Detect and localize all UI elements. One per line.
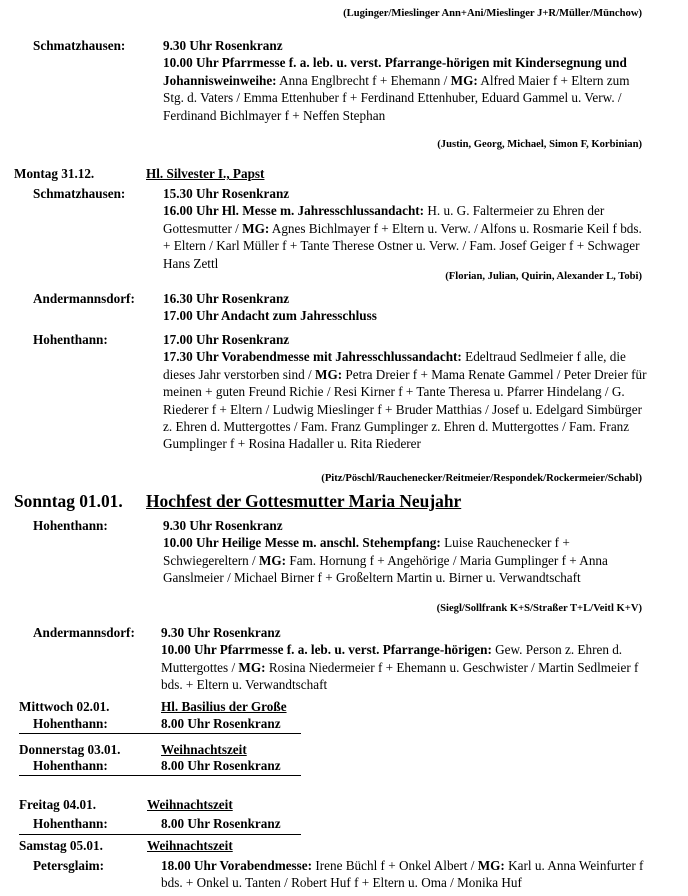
intentions-text: Rosina Niedermeier f + Ehemann u. Geschwister / Martin Sedlmeier f bds. + Eltern u. Verwandtschaft [161, 659, 639, 693]
service-line [163, 290, 651, 307]
service-title: 8.00 Uhr Rosenkranz [161, 758, 281, 773]
service-line [161, 641, 653, 693]
service-line [161, 857, 653, 892]
divider [19, 775, 301, 776]
service-line [163, 54, 651, 124]
intentions-text: Fam. Hornung f + Angehörige / Maria Gumplinger f + Anna Ganslmeier / Michael Birner f + Großeltern Martin u. Birner u. Verwandtschaft [163, 552, 608, 586]
service-entries [161, 815, 649, 832]
day-date: Samstag 05.01. [19, 838, 103, 853]
service-entries [163, 517, 651, 587]
service-line [161, 815, 649, 832]
service-title: 10.00 Uhr Pfarrmesse f. a. leb. u. verst. Pfarrange-hörigen mit Kindersegnung und Johannisweinweihe: [163, 55, 627, 88]
feast-name: Hochfest der Gottesmutter Maria Neujahr [146, 491, 462, 511]
service-title: 10.00 Uhr Pfarrmesse f. a. leb. u. verst. Pfarrange-hörigen: [161, 642, 492, 658]
intentions-text: Anna Englbrecht f + Ehemann / [276, 72, 451, 88]
service-line [161, 624, 653, 641]
intentions-text: H. u. G. Faltermeier zu Ehren der Gottesmutter / [163, 203, 605, 236]
service-entries [163, 290, 651, 325]
service-title: 9.30 Uhr Rosenkranz [163, 38, 283, 53]
place-label: Hohenthann: [33, 816, 108, 831]
intentions-text: Agnes Bichlmayer f + Eltern u. Verw. / Alfons u. Rosmarie Keil f bds. + Eltern / Karl Müller f + Tante Therese Ostner u. Verw. / Fam. Josef Geiger f + Schwager Hans Zettl [163, 220, 642, 271]
service-line [161, 757, 649, 774]
service-entries [163, 37, 651, 124]
place-label: Andermannsdorf: [33, 291, 135, 306]
service-title: 18.00 Uhr Vorabendmesse: [161, 858, 313, 873]
service-title: 8.00 Uhr Rosenkranz [161, 816, 281, 831]
service-entries [161, 757, 649, 774]
place-label: Hohenthann: [33, 758, 108, 773]
place-label: Hohenthann: [33, 332, 108, 347]
mg-label: MG: [450, 72, 478, 88]
day-date: Montag 31.12. [14, 166, 95, 181]
service-title: 17.00 Uhr Rosenkranz [163, 332, 290, 347]
day-date: Donnerstag 03.01. [19, 742, 121, 757]
day-heading [14, 165, 264, 182]
intentions-text: Luise Rauchenecker f + Schwiegereltern / [163, 535, 570, 568]
feast-name: Hl. Basilius der Große [161, 699, 287, 714]
mg-label: MG: [242, 220, 270, 236]
intentions-text: Gew. Person z. Ehren d. Muttergottes / [161, 642, 623, 675]
intentions-text: Irene Büchl f + Onkel Albert / [312, 858, 478, 873]
service-entries [163, 331, 651, 453]
mg-label: MG: [477, 858, 505, 873]
service-title: 17.00 Uhr Andacht zum Jahresschluss [163, 308, 377, 324]
service-line [163, 517, 651, 534]
intentions-text: Alfred Maier f + Eltern zum Stg. d. Vaters / Emma Ettenhuber f + Ferdinand Ettenhuber, Eduard Gammel u. Verw. / Ferdinand Bichlmayer f + Neffen Stephan [163, 72, 630, 123]
service-title: 9.30 Uhr Rosenkranz [163, 518, 283, 533]
service-title: 16.00 Uhr Hl. Messe m. Jahresschlussandacht: [163, 203, 425, 219]
service-line [163, 307, 651, 324]
day-date: Freitag 04.01. [19, 797, 97, 812]
service-line [163, 348, 651, 452]
service-title: 8.00 Uhr Rosenkranz [161, 716, 281, 731]
altar-servers-line: (Florian, Julian, Quirin, Alexander L, Tobi) [445, 271, 642, 282]
mg-label: MG: [258, 552, 287, 568]
feast-name: Weihnachtszeit [161, 742, 247, 757]
altar-servers-line: (Luginger/Mieslinger Ann+Ani/Mieslinger J+R/Müller/Münchow) [343, 8, 642, 19]
day-date: Mittwoch 02.01. [19, 699, 110, 714]
service-entries [163, 185, 651, 272]
divider [19, 733, 301, 734]
service-line [163, 331, 651, 348]
mg-label: MG: [238, 659, 266, 675]
service-title: 10.00 Uhr Heilige Messe m. anschl. Stehempfang: [163, 535, 441, 551]
place-label: Petersglaim: [33, 858, 105, 873]
intentions-text: Karl u. Anna Weinfurter f bds. + Onkel u. Tanten / Robert Huf f + Eltern u. Oma / Monika Huf [161, 858, 644, 891]
service-entries [161, 857, 653, 892]
feast-name: Weihnachtszeit [147, 838, 233, 853]
feast-name: Weihnachtszeit [147, 797, 233, 812]
service-line [163, 534, 651, 586]
altar-servers-line: (Pitz/Pöschl/Rauchenecker/Reitmeier/Respondek/Rockermeier/Schabl) [321, 473, 642, 484]
place-label: Hohenthann: [33, 518, 108, 533]
day-heading [14, 493, 461, 510]
day-heading [19, 741, 247, 758]
service-title: 9.30 Uhr Rosenkranz [161, 625, 281, 640]
intentions-text: Petra Dreier f + Mama Renate Gammel / Peter Dreier für meinen + guten Freund Richie / Resi Kirner f + Tante Theresa u. Pfarrer Hindelang / G. Riederer f + Eltern / Ludwig Mieslinger f + Bruder Matthias / Josef u. Edelgard Simbürger z. Ehren d. Muttergottes / Fam. Franz Gumplinger z. Ehren d. Muttergottes / Fam. Franz Gumplinger f + Rosina Hadaller u. Rita Riederer [163, 366, 647, 452]
altar-servers-line: (Justin, Georg, Michael, Simon F, Korbinian) [437, 139, 642, 150]
feast-name: Hl. Silvester I., Papst [146, 166, 265, 181]
day-heading [19, 698, 287, 715]
place-label: Hohenthann: [33, 716, 108, 731]
intentions-text: Edeltraud Sedlmeier f alle, die dieses Jahr verstorben sind / [163, 349, 626, 382]
service-entries [161, 715, 649, 732]
place-label: Schmatzhausen: [33, 38, 126, 53]
service-title: 15.30 Uhr Rosenkranz [163, 186, 290, 201]
place-label: Schmatzhausen: [33, 186, 126, 201]
service-line [163, 185, 651, 202]
service-line [163, 202, 651, 272]
day-date: Sonntag 01.01. [14, 491, 123, 511]
service-title: 16.30 Uhr Rosenkranz [163, 291, 290, 306]
day-heading [19, 796, 233, 813]
service-line [161, 715, 649, 732]
service-title: 17.30 Uhr Vorabendmesse mit Jahresschlussandacht: [163, 349, 462, 365]
place-label: Andermannsdorf: [33, 625, 135, 640]
service-entries [161, 624, 653, 694]
service-line [163, 37, 651, 54]
divider [19, 834, 301, 835]
day-heading [19, 837, 233, 854]
mg-label: MG: [315, 366, 343, 382]
altar-servers-line: (Siegl/Sollfrank K+S/Straßer T+L/Veitl K+V) [436, 603, 642, 614]
